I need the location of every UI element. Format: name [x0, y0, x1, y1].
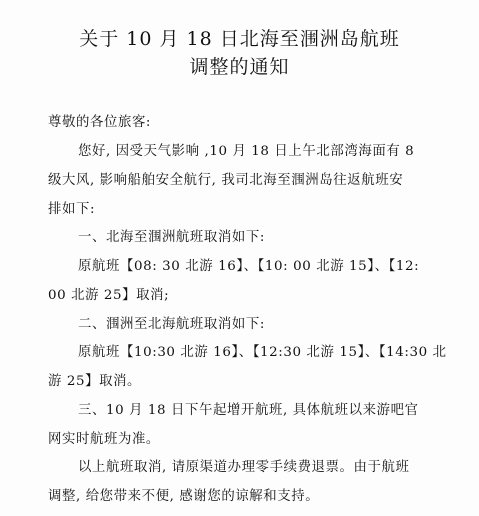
section-2-line-1: 原航班【10:30 北游 16】、【12:30 北游 15】、【14:30 北 — [78, 345, 447, 360]
section-1-line-1: 原航班【08: 30 北游 16】、【10: 00 北游 15】、【12: — [78, 259, 420, 274]
closing-line-2: 调整, 给您带来不便, 感谢您的谅解和支持。 — [48, 489, 320, 504]
section-3-line-1: 三、10 月 18 日下午起增开航班, 具体航班以来游吧官 — [78, 403, 419, 418]
section-1-heading: 一、北海至涠洲航班取消如下: — [78, 230, 265, 245]
section-2-heading: 二、涠洲至北海航班取消如下: — [78, 317, 265, 332]
section-1-line-2: 00 北游 25】取消; — [48, 288, 170, 303]
intro-line-2: 级大风, 影响船舶安全航行, 我司北海至涠洲岛往返航班安 — [48, 173, 404, 188]
notice-title-line-1: 关于 10 月 18 日北海至涠洲岛航班 — [79, 28, 400, 50]
section-3-line-2: 网实时航班为准。 — [48, 432, 160, 447]
notice-title-line-2: 调整的通知 — [189, 56, 290, 78]
intro-line-3: 排如下: — [48, 202, 96, 217]
salutation: 尊敬的各位旅客: — [48, 115, 152, 130]
intro-line-1: 您好, 因受天气影响 ,10 月 18 日上午北部湾海面有 8 — [78, 144, 415, 159]
closing-line-1: 以上航班取消, 请原渠道办理零手续费退票。由于航班 — [78, 460, 410, 475]
section-2-line-2: 游 25】取消。 — [48, 374, 142, 389]
